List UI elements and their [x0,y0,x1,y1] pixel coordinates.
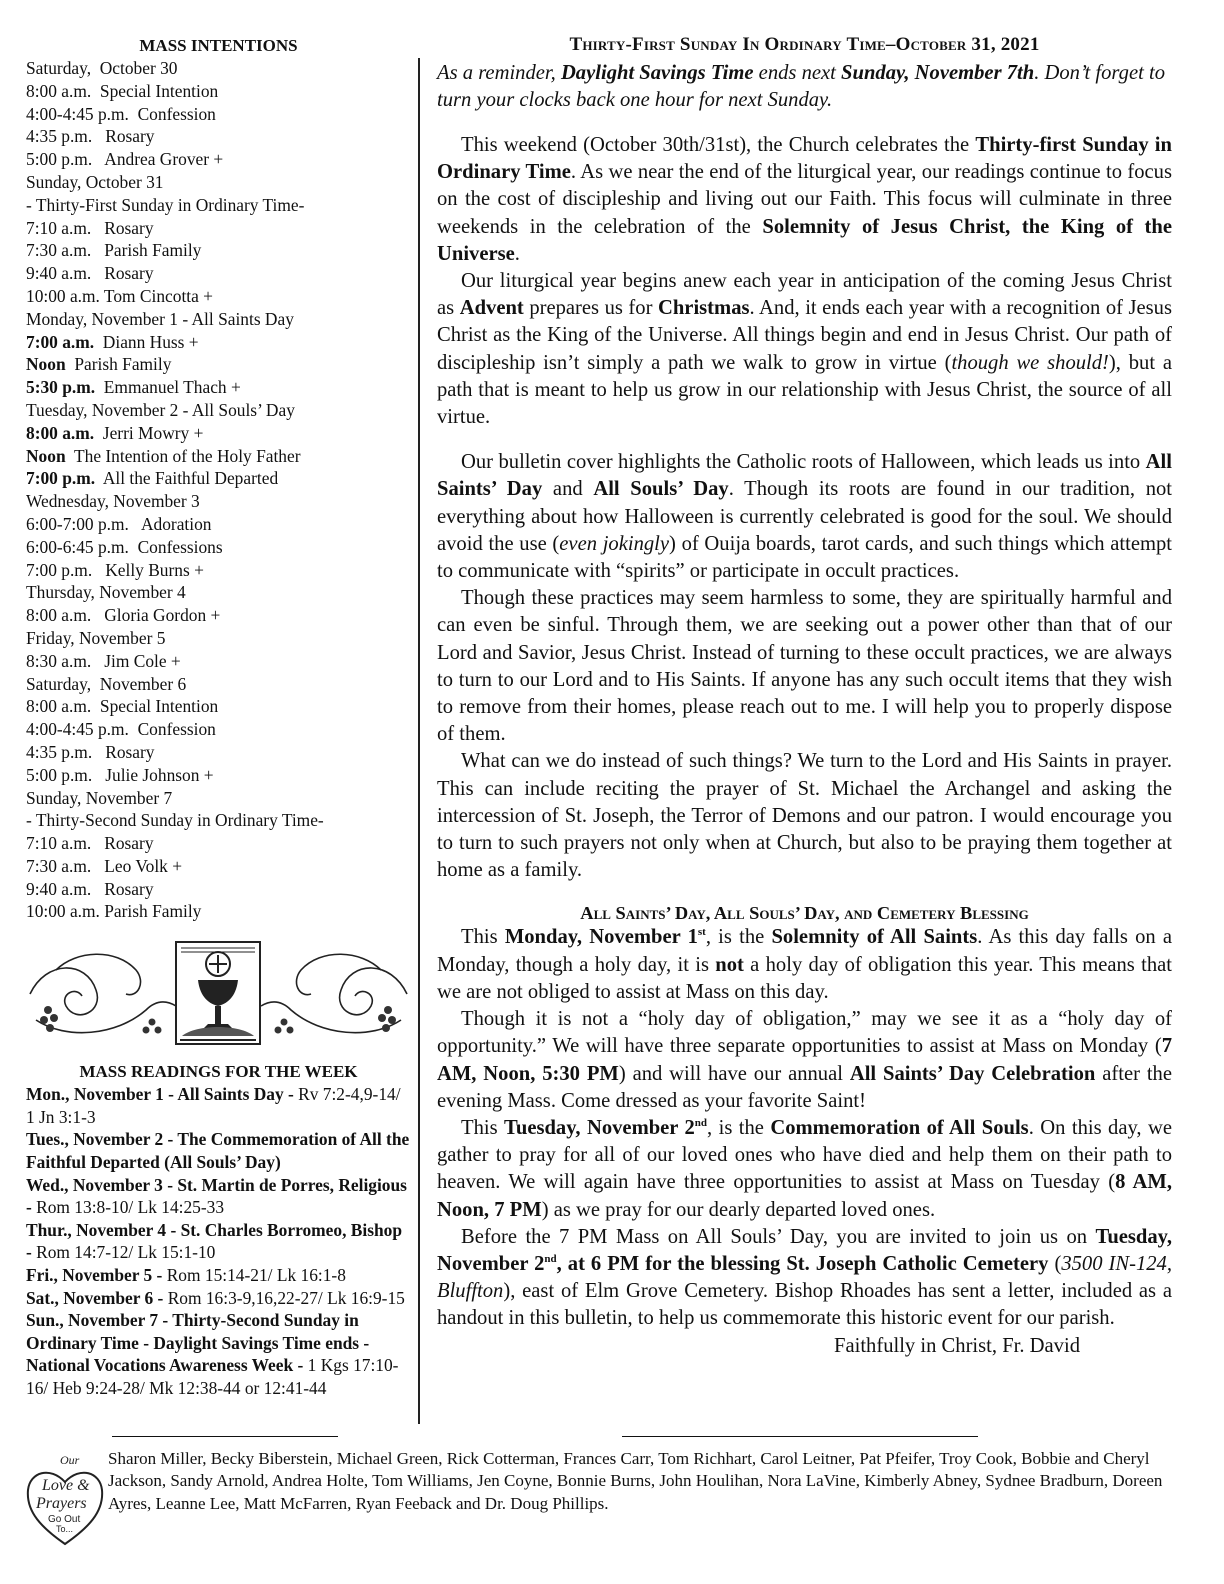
mass-intention-line: 4:00-4:45 p.m. Confession [26,719,216,740]
svg-text:Love &: Love & [42,1477,90,1494]
mass-intentions-title: MASS INTENTIONS [139,36,298,55]
footer-rule-left [112,1436,338,1437]
mass-day-heading: Friday, November 5 [26,627,166,648]
mass-day-heading: Tuesday, November 2 - All Souls’ Day [26,399,295,420]
mass-intention-line: 8:00 a.m. Special Intention [26,80,219,101]
mass-day-heading: Wednesday, November 3 [26,491,200,512]
reading-item: Fri., November 5 - Rom 15:14-21/ Lk 16:1-8 [26,1265,346,1286]
mass-day-heading: Sunday, November 7 [26,787,173,808]
mass-intention-line: 5:30 p.m. Emmanuel Thach + [26,377,241,398]
letter-paragraph: Our bulletin cover highlights the Catholic roots of Halloween, which leads us into All Saints’ Day and All Souls’ Day. Though its roots are found in our tradition, not everything about how Halloween is currently celebrated is good for the soul. We should avoid the use (even jokingly) of Ouija boards, tarot cards, and such things which attempt to communicate with “spirits” or participate in occult practices. [437,451,1173,583]
left-column [26,34,411,1400]
mass-day-heading: Monday, November 1 - All Saints Day [26,308,294,329]
mass-intention-line: 7:10 a.m. Rosary [26,217,154,238]
column-divider [418,58,420,1424]
mass-intention-line: 8:00 a.m. Jerri Mowry + [26,422,204,443]
mass-intention-line: 9:40 a.m. Rosary [26,878,154,899]
mass-intention-line: 6:00-7:00 p.m. Adoration [26,513,212,534]
letter-paragraph: What can we do instead of such things? We turn to the Lord and His Saints in prayer. This can include reciting the prayer of St. Michael the Archangel and asking the intercession of St. Joseph, the Terror of Demons and our patron. I would encourage you to turn to such prayers not only when at Church, but also to be praying them together at home as a family. [437,750,1172,882]
mass-intention-line: 5:00 p.m. Andrea Grover + [26,149,224,170]
letter-paragraph: Though these practices may seem harmless to some, they are spiritually harmful and can even be sinful. Through them, we are seeking out a power other than that of our Lord and Savior, Jesus Christ. Instead of turning to these occult practices, we are always to turn to our Lord and to His Saints. If anyone has any such occult items that they wish to remove from their homes, please reach out to me. I will help you to properly dispose of them. [437,587,1172,746]
mass-readings-title: MASS READINGS FOR THE WEEK [79,1062,358,1082]
page-title: Thirty-First Sunday In Ordinary Time–October 31, 2021 [569,34,1040,55]
mass-intention-line: 8:00 a.m. Gloria Gordon + [26,605,221,626]
mass-intention-line: 7:00 p.m. All the Faithful Departed [26,468,279,489]
mass-intention-line: 4:00-4:45 p.m. Confession [26,103,216,124]
section-body [437,924,1172,1332]
svg-text:To...: To... [56,1524,74,1534]
section-title: All Saints’ Day, All Souls’ Day, and Cemetery Blessing [580,903,1029,924]
mass-intention-line: 7:10 a.m. Rosary [26,833,154,854]
eucharist-ornament-illustration [26,940,411,1048]
mass-day-heading: - Thirty-First Sunday in Ordinary Time- [26,194,305,215]
reading-item: Thur., November 4 - St. Charles Borromeo, Bishop - Rom 14:7-12/ Lk 15:1-10 [26,1219,403,1263]
right-column [437,34,1172,1360]
svg-text:Our: Our [60,1453,80,1467]
mass-intentions-list [26,57,411,923]
mass-intention-line: 10:00 a.m. Parish Family [26,901,202,922]
mass-intention-line: 7:30 a.m. Leo Volk + [26,855,183,876]
mass-intention-line: 7:00 p.m. Kelly Burns + [26,559,204,580]
section-paragraph: Before the 7 PM Mass on All Souls’ Day, you are invited to join us on Tuesday, November 2nd, at 6 PM for the blessing St. Joseph Catholic Cemetery (3500 IN-124, Bluffton), east of Elm Grove Cemetery. Bishop Rhoades has sent a letter, included as a handout in this bulletin, to help us commemorate this historic event for our parish. [437,1225,1172,1330]
reading-item: Tues., November 2 - The Commemoration of All the Faithful Departed (All Souls’ Day) [26,1129,410,1173]
svg-text:Go Out: Go Out [48,1514,81,1525]
daylight-savings-reminder: As a reminder, Daylight Savings Time ends next Sunday, November 7th. Don’t forget to turn your clocks back one hour for next Sunday. [437,62,1166,111]
letter-paragraph: Our liturgical year begins anew each year in anticipation of the coming Jesus Christ as Advent prepares us for Christmas. And, it ends each year with a recognition of Jesus Christ as the King of the Universe. All things begin and end in Jesus Christ. Our path of discipleship isn’t simply a path we walk to grow in virtue (though we should!), but a path that is meant to help us grow in our relationship with Jesus Christ, the source of all virtue. [437,270,1172,429]
letter-paragraph: This weekend (October 30th/31st), the Church celebrates the Thirty-first Sunday in Ordinary Time. As we near the end of the liturgical year, our readings continue to focus on the cost of discipleship and living out our Faith. This focus will culminate in three weekends in the celebration of the Solemnity of Jesus Christ, the King of the Universe. [437,134,1173,265]
mass-intention-line: 4:35 p.m. Rosary [26,126,155,147]
mass-day-heading: - Thirty-Second Sunday in Ordinary Time- [26,810,324,831]
mass-day-heading: Thursday, November 4 [26,582,186,603]
section-paragraph: Though it is not a “holy day of obligation,” may we see it as a “holy day of opportunity.” We will have three separate opportunities to assist at Mass on Monday (7 AM, Noon, 5:30 PM) and will have our annual All Saints’ Day Celebration after the evening Mass. Come dressed as your favorite Saint! [437,1008,1172,1112]
mass-intention-line: 7:30 a.m. Parish Family [26,240,202,261]
footer-rule-right [622,1436,978,1437]
mass-intention-line: 4:35 p.m. Rosary [26,741,155,762]
reading-item: Sat., November 6 - Rom 16:3-9,16,22-27/ Lk 16:9-15 [26,1287,405,1308]
mass-intention-line: Noon Parish Family [26,354,172,375]
reading-item: Sun., November 7 - Thirty-Second Sunday in Ordinary Time - Daylight Savings Time ends - National Vocations Awareness Week - 1 Kgs 17:10-16/ Heb 9:24-28/ Mk 12:38-44 or 12:41-44 [26,1310,399,1398]
mass-day-heading: Saturday, November 6 [26,673,187,694]
love-and-prayers-heart-logo [24,1450,106,1550]
section-paragraph: This Tuesday, November 2nd, is the Commemoration of All Souls. On this day, we gather to pray for all of our loved ones who have died and help them on their path to heaven. We will again have three opportunities to assist at Mass on Tuesday (8 AM, Noon, 7 PM) as we pray for our dearly departed loved ones. [437,1116,1172,1221]
pastor-letter-body [437,132,1172,884]
mass-intention-line: 10:00 a.m. Tom Cincotta + [26,285,213,306]
mass-intention-line: 8:00 a.m. Special Intention [26,696,219,717]
signature: Faithfully in Christ, Fr. David [834,1334,1080,1357]
reading-item: Mon., November 1 - All Saints Day - Rv 7:2-4,9-14/ 1 Jn 3:1-3 [26,1084,401,1127]
mass-intention-line: Noon The Intention of the Holy Father [26,445,301,466]
svg-text:Prayers: Prayers [36,1495,87,1512]
mass-intention-line: 7:00 a.m. Diann Huss + [26,331,199,352]
mass-day-heading: Sunday, October 31 [26,171,164,192]
mass-readings-list [26,1083,411,1399]
mass-intention-line: 9:40 a.m. Rosary [26,263,154,284]
prayer-list: Sharon Miller, Becky Biberstein, Michael Green, Rick Cotterman, Frances Carr, Tom Richhart, Carol Leitner, Pat Pfeifer, Troy Cook, Bobbie and Cheryl Jackson, Sandy Arnold, Andrea Holte, Tom Williams, Jen Coyne, Bonnie Burns, John Houlihan, Nora LaVine, Kimberly Abney, Sydnee Bradburn, Doreen Ayres, Leanne Lee, Matt McFarren, Ryan Feeback and Dr. Doug Phillips. [108,1449,1163,1513]
mass-intention-line: 8:30 a.m. Jim Cole + [26,650,181,671]
mass-day-heading: Saturday, October 30 [26,58,178,78]
section-paragraph: This Monday, November 1st, is the Solemnity of All Saints. As this day falls on a Monday, though a holy day, it is not a holy day of obligation this year. This means that we are not obliged to assist at Mass on this day. [437,926,1172,1003]
mass-intention-line: 5:00 p.m. Julie Johnson + [26,764,214,785]
reading-item: Wed., November 3 - St. Martin de Porres, Religious - Rom 13:8-10/ Lk 14:25-33 [26,1174,407,1218]
mass-intention-line: 6:00-6:45 p.m. Confessions [26,536,223,557]
